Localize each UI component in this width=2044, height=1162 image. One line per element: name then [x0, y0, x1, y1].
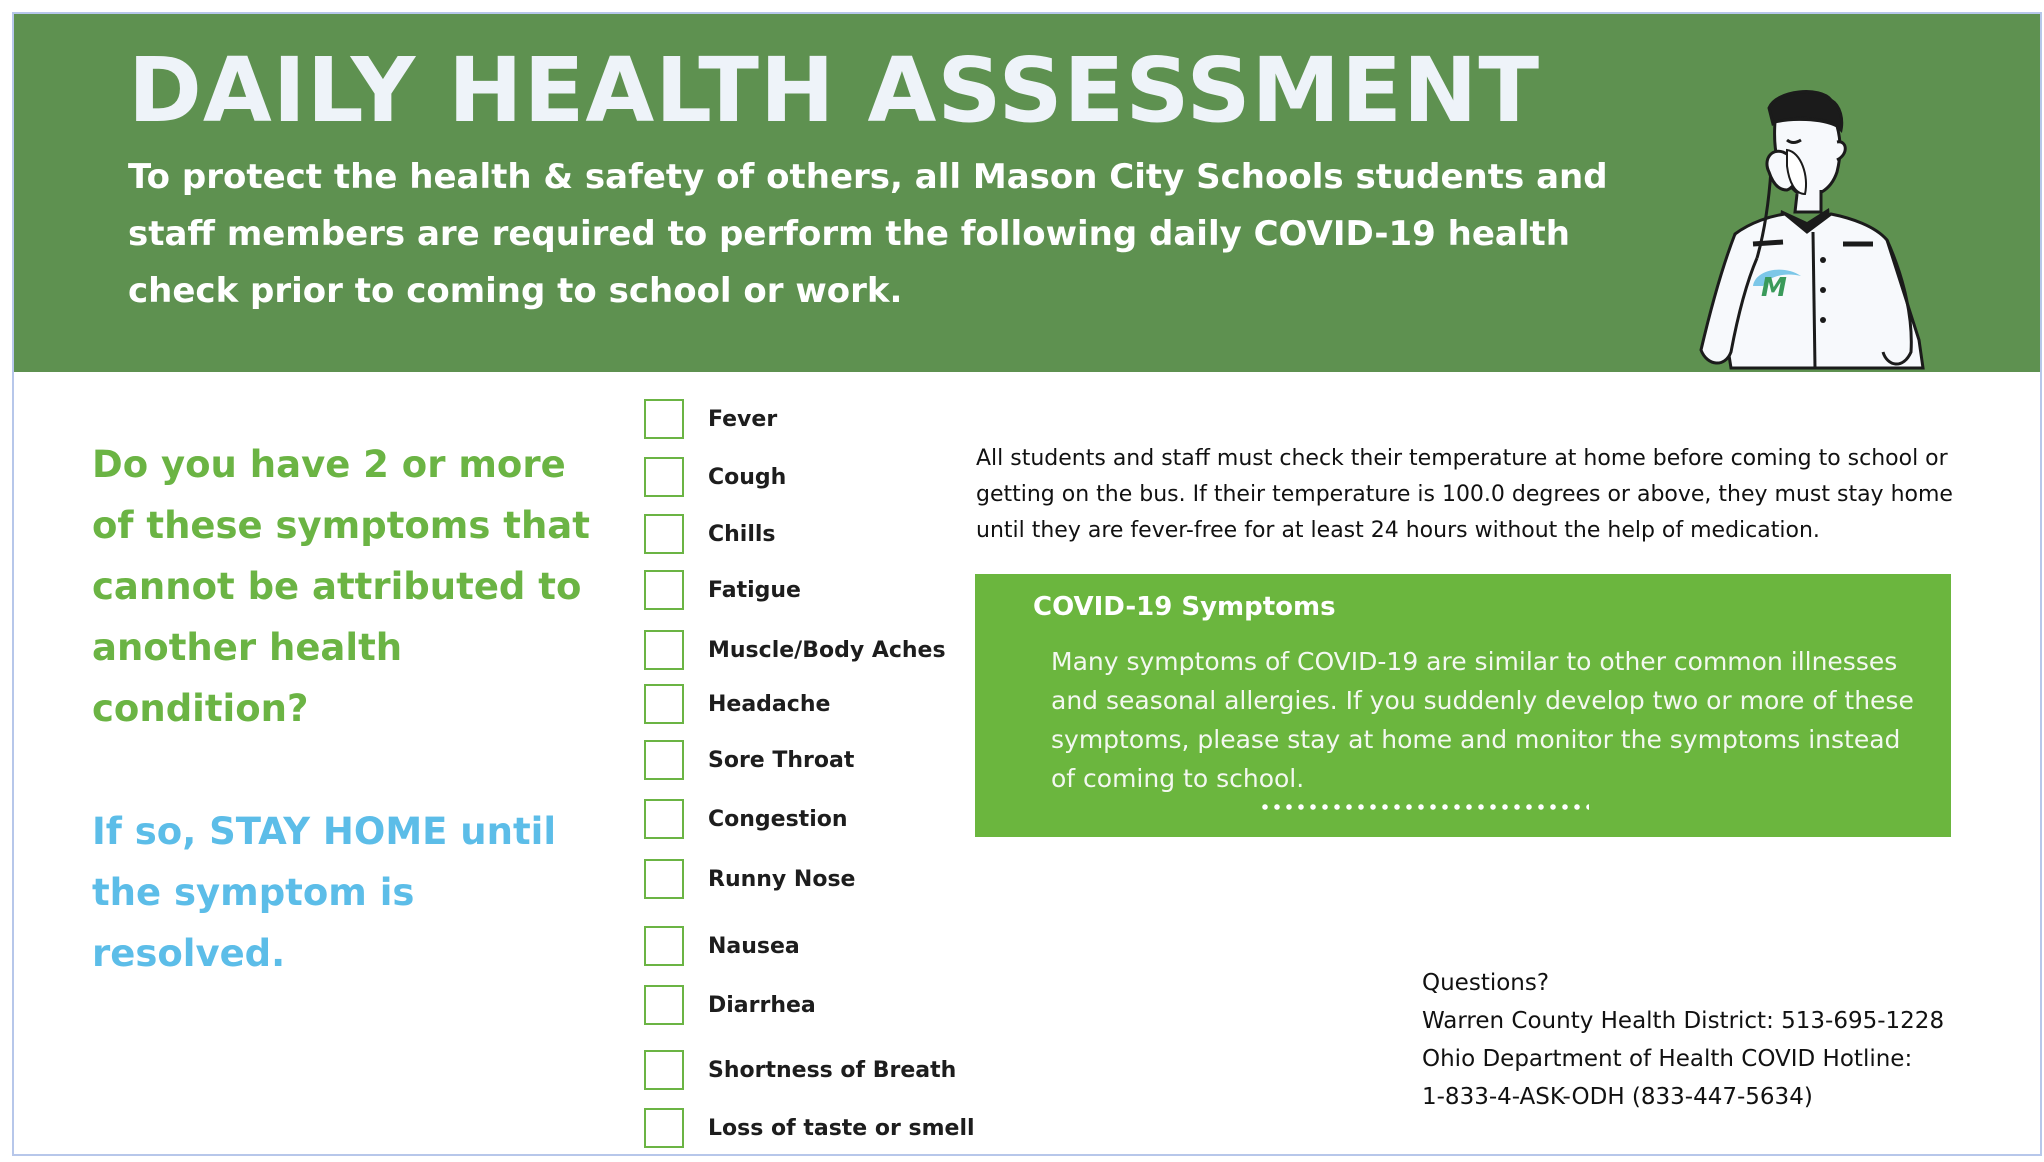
symptom-checkbox-loss-of-taste-or-smell[interactable]: [644, 1108, 684, 1148]
contact-hotline-number: 1-833-4-ASK-ODH (833-447-5634): [1422, 1084, 1813, 1110]
symptom-item: [644, 397, 777, 441]
symptom-checkbox-sore-throat[interactable]: [644, 740, 684, 780]
symptom-item: [644, 983, 816, 1027]
symptom-item: [644, 568, 801, 612]
header-banner: [14, 14, 2040, 372]
symptom-label: Diarrhea: [708, 992, 816, 1018]
covid-box-title: COVID-19 Symptoms: [1033, 592, 1336, 622]
logo-letter: M: [1761, 273, 1787, 303]
temperature-instructions: All students and staff must check their temperature at home before coming to school or getting on the bus. If their temperature is 100.0 degrees or above, they must stay home until they are fever-free for at least 24 hours without the help of medication.: [976, 446, 1953, 543]
symptom-label: Chills: [708, 521, 776, 547]
contact-questions-label: Questions?: [1422, 970, 1550, 996]
symptom-checkbox-fatigue[interactable]: [644, 570, 684, 610]
contact-ohio-department: Ohio Department of Health COVID Hotline:: [1422, 1046, 1913, 1072]
symptom-label: Headache: [708, 691, 831, 717]
symptom-checkbox-shortness-of-breath[interactable]: [644, 1050, 684, 1090]
symptom-label: Fatigue: [708, 577, 801, 603]
symptom-item: [644, 455, 786, 499]
symptom-question: Do you have 2 or more of these symptoms that cannot be attributed to another health condition?: [92, 443, 590, 730]
symptom-checkbox-muscle-body-aches[interactable]: [644, 630, 684, 670]
symptom-item: [644, 682, 830, 726]
contact-info: [1422, 964, 1982, 1116]
person-coughing-into-tissue-icon: [1691, 90, 1951, 372]
symptom-checkbox-runny-nose[interactable]: [644, 859, 684, 899]
page-subtitle: To protect the health & safety of others, all Mason City Schools students and staff members are required to perform the following daily COVID-19 health check prior to coming to school or work.: [128, 157, 1608, 311]
symptom-label: Sore Throat: [708, 747, 855, 773]
stay-home-message: If so, STAY HOME until the symptom is resolved.: [92, 810, 557, 975]
symptom-label: Fever: [708, 406, 778, 432]
symptom-checkbox-cough[interactable]: [644, 457, 684, 497]
symptom-item: [644, 857, 855, 901]
page-title: DAILY HEALTH ASSESSMENT: [128, 38, 1541, 142]
contact-warren-county: Warren County Health District: 513-695-1228: [1422, 1008, 1945, 1034]
symptom-checkbox-nausea[interactable]: [644, 926, 684, 966]
poster-frame: [12, 12, 2042, 1156]
symptom-checklist: [644, 14, 1024, 1156]
symptom-checkbox-chills[interactable]: [644, 514, 684, 554]
symptom-item: [644, 1106, 975, 1150]
dotted-divider: [1259, 803, 1589, 811]
symptom-label: Congestion: [708, 806, 848, 832]
symptom-label: Shortness of Breath: [708, 1057, 957, 1083]
symptom-checkbox-fever[interactable]: [644, 399, 684, 439]
symptom-item: [644, 512, 776, 556]
symptom-label: Runny Nose: [708, 866, 856, 892]
symptom-item: [644, 628, 946, 672]
symptom-checkbox-diarrhea[interactable]: [644, 985, 684, 1025]
covid-symptoms-box: [975, 574, 1951, 837]
symptom-item: [644, 924, 800, 968]
symptom-label: Muscle/Body Aches: [708, 637, 946, 663]
covid-box-text: Many symptoms of COVID-19 are similar to other common illnesses and seasonal allergies. If you suddenly develop two or more of these symptoms, please stay at home and monitor the symptoms instead of coming to school.: [1051, 647, 1914, 793]
symptom-label: Nausea: [708, 933, 800, 959]
symptom-label: Cough: [708, 464, 787, 490]
symptom-checkbox-headache[interactable]: [644, 684, 684, 724]
symptom-label: Loss of taste or smell: [708, 1115, 975, 1141]
symptom-checkbox-congestion[interactable]: [644, 799, 684, 839]
symptom-item: [644, 1048, 956, 1092]
symptom-item: [644, 738, 854, 782]
symptom-item: [644, 797, 848, 841]
